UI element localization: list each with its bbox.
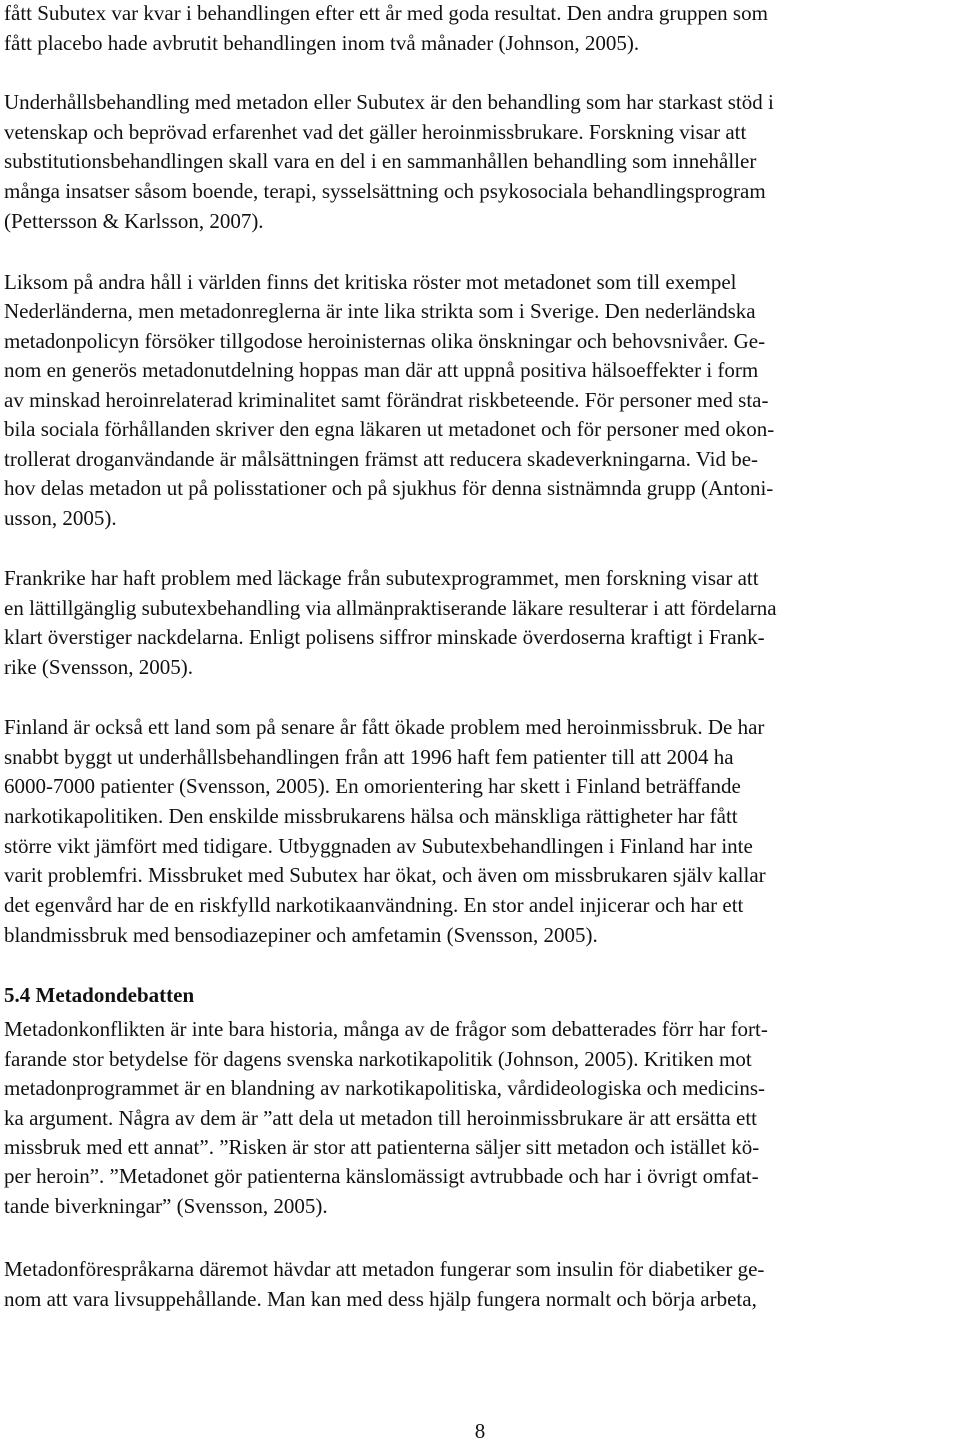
text-line: av minskad heroinrelaterad kriminalitet samt förändrat riskbeteende. För personer med sta- (4, 388, 769, 412)
text-line: Metadonkonflikten är inte bara historia, många av de frågor som debatterades förr har fort- (4, 1017, 768, 1041)
text-line: klart överstiger nackdelarna. Enligt polisens siffror minskade överdoserna kraftigt i Frank- (4, 625, 765, 649)
text-line: varit problemfri. Missbruket med Subutex har ökat, och även om missbrukaren själv kallar (4, 863, 766, 887)
text-line: större vikt jämfört med tidigare. Utbyggnaden av Subutexbehandlingen i Finland har inte (4, 834, 753, 858)
text-line: Frankrike har haft problem med läckage från subutexprogrammet, men forskning visar att (4, 566, 759, 590)
text-line: trollerat droganvändande är målsättningen främst att reducera skadeverkningarna. Vid be- (4, 447, 759, 471)
text-line: narkotikapolitiken. Den enskilde missbrukarens hälsa och mänskliga rättigheter har fått (4, 804, 738, 828)
text-line: fått placebo hade avbrutit behandlingen inom två månader (Johnson, 2005). (4, 31, 640, 55)
text-line: Nederländerna, men metadonreglerna är inte lika strikta som i Sverige. Den nederländska (4, 299, 756, 323)
text-line: farande stor betydelse för dagens svenska narkotikapolitik (Johnson, 2005). Kritiken mot (4, 1047, 752, 1071)
text-line: substitutionsbehandlingen skall vara en del i en sammanhållen behandling som innehåller (4, 149, 757, 173)
text-line: Underhållsbehandling med metadon eller Subutex är den behandling som har starkast stöd i (4, 90, 774, 114)
text-line: usson, 2005). (4, 506, 117, 530)
text-line: nom en generös metadonutdelning hoppas man där att uppnå positiva hälsoeffekter i form (4, 358, 759, 382)
text-line: (Pettersson & Karlsson, 2007). (4, 209, 264, 233)
text-line: snabbt byggt ut underhållsbehandlingen från att 1996 haft fem patienter till att 2004 ha (4, 745, 734, 769)
text-line: tande biverkningar” (Svensson, 2005). (4, 1194, 328, 1218)
text-line: nom att vara livsuppehållande. Man kan med dess hjälp fungera normalt och börja arbeta, (4, 1287, 757, 1311)
text-line: en lättillgänglig subutexbehandling via allmänpraktiserande läkare resulterar i att fördelarna (4, 596, 777, 620)
text-line: rike (Svensson, 2005). (4, 655, 193, 679)
text-line: 6000-7000 patienter (Svensson, 2005). En omorientering har skett i Finland beträffande (4, 774, 741, 798)
text-line: vetenskap och beprövad erfarenhet vad det gäller heroinmissbrukare. Forskning visar att (4, 120, 747, 144)
section-heading: 5.4 Metadondebatten (4, 983, 195, 1007)
text-line: många insatser såsom boende, terapi, sysselsättning och psykosociala behandlingsprogram (4, 179, 766, 203)
text-line: metadonpolicyn försöker tillgodose heroinisternas olika önskningar och behovsnivåer. Ge- (4, 329, 766, 353)
text-line: blandmissbruk med bensodiazepiner och amfetamin (Svensson, 2005). (4, 923, 598, 947)
text-line: metadonprogrammet är en blandning av narkotikapolitiska, vårdideologiska och medicins- (4, 1076, 766, 1100)
text-line: hov delas metadon ut på polisstationer och på sjukhus för denna sistnämnda grupp (Antoni- (4, 476, 774, 500)
text-line: fått Subutex var kvar i behandlingen efter ett år med goda resultat. Den andra gruppen som (4, 1, 768, 25)
text-line: per heroin”. ”Metadonet gör patienterna känslomässigt avtrubbade och har i övrigt omfat- (4, 1164, 759, 1188)
text-line: missbruk med ett annat”. ”Risken är stor att patienterna säljer sitt metadon och istället kö- (4, 1135, 760, 1159)
text-line: det egenvård har de en riskfylld narkotikaanvändning. En stor andel injicerar och har ett (4, 893, 744, 917)
page-number: 8 (474, 1419, 486, 1443)
text-line: Liksom på andra håll i världen finns det kritiska röster mot metadonet som till exempel (4, 270, 737, 294)
text-line: bila sociala förhållanden skriver den egna läkaren ut metadonet och för personer med okon- (4, 417, 775, 441)
text-line: Metadonförespråkarna däremot hävdar att metadon fungerar som insulin för diabetiker ge- (4, 1257, 765, 1281)
text-line: ka argument. Några av dem är ”att dela ut metadon till heroinmissbrukare är att ersätta ett (4, 1106, 757, 1130)
text-line: Finland är också ett land som på senare år fått ökade problem med heroinmissbruk. De har (4, 715, 765, 739)
